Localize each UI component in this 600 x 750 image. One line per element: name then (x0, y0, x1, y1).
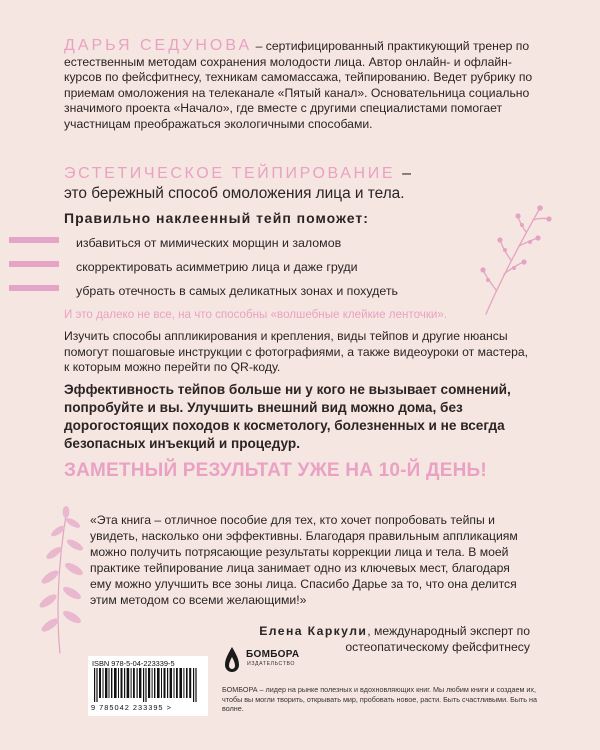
help-item: избавиться от мимических морщин и заломов (76, 236, 342, 250)
help-item: скорректировать асимметрию лица и даже груди (76, 260, 358, 274)
publisher-logo: БОМБОРА (246, 649, 300, 660)
taping-dash: – (395, 165, 414, 182)
effect-text: Эффективность тейпов больше ни у кого не вызывает сомнений, попробуйте и вы. Улучшить внешний вид можно дома, без дорогостоящих походов к косметологу, болезненных и не всегда безопасных инъекций и процедур. (64, 382, 511, 451)
bullet-bar (9, 261, 59, 267)
learn-text: Изучить способы аппликирования и крепления, виды тейпов и другие нюансы помогут пошаговые инструкции с фотографиями, а также видеоуроки от мастера, к которым можно перейти по QR-коду. (64, 329, 529, 375)
reviewer-name: Елена Каркули (259, 624, 368, 638)
taping-description: это бережный способ омоложения лица и тела. (64, 185, 405, 202)
magic-line: И это далеко не все, на что способны «волшебные клейкие ленточки». (64, 308, 448, 321)
branch-left-icon (20, 505, 100, 655)
bombora-logo-icon (222, 645, 242, 677)
bullet-bar (9, 237, 59, 243)
result-headline: ЗАМЕТНЫЙ РЕЗУЛЬТАТ УЖЕ НА 10-Й ДЕНЬ! (64, 460, 487, 481)
author-bio-text: – сертифицированный практикующий тренер по естественным методам сохранения молодости лица. Автор онлайн- и офлайн-курсов по фейсфитнесу, техникам самомассажа, тейпированию. Ведет рубрику по приемам омоложения на телеканале «Пятый канал». Основательница социально значимого проекта «Начало», где вместе с другими специалистами помогает участницам преображаться экологичными способами. (64, 39, 533, 131)
author-name: ДАРЬЯ СЕДУНОВА (64, 37, 253, 54)
help-item: убрать отечность в самых деликатных зонах и похудеть (76, 284, 398, 298)
branch-right-icon (478, 198, 558, 318)
barcode-icon (92, 668, 204, 702)
reviewer-role: , международный эксперт по остеопатическому фейсфитнесу (345, 624, 530, 654)
author-bio (64, 38, 534, 133)
publisher-text: БОМБОРА – лидер на рынке полезных и вдохновляющих книг. Мы любим книги и создаем их, чтобы вы могли творить, открывать мир, пробовать новое, расти. Быть счастливыми. Быть на волне. (222, 685, 538, 714)
isbn: ISBN 978-5-04-223339-5 (92, 659, 175, 668)
barcode (88, 656, 208, 716)
publisher-logo-sub: ИЗДАТЕЛЬСТВО (247, 661, 296, 667)
barcode-digits: 9 785042 233395 > (91, 703, 172, 712)
taping-title: ЭСТЕТИЧЕСКОЕ ТЕЙПИРОВАНИЕ (64, 165, 396, 182)
review-quote: «Эта книга – отличное пособие для тех, кто хочет попробовать тейпы и увидеть, насколько они эффективны. Благодаря правильным аппликациям можно получить потрясающие результаты коррекции лица и тела. В моей практике тейпирование лица занимает одно из ключевых мест, благодаря ему можно улучшить все зоны лица. Спасибо Дарье за то, что она делится этим методом со всеми желающими!» (90, 513, 518, 607)
help-title: Правильно наклеенный тейп поможет: (64, 210, 369, 226)
taping-heading (64, 164, 534, 184)
bullet-bar (9, 285, 59, 291)
